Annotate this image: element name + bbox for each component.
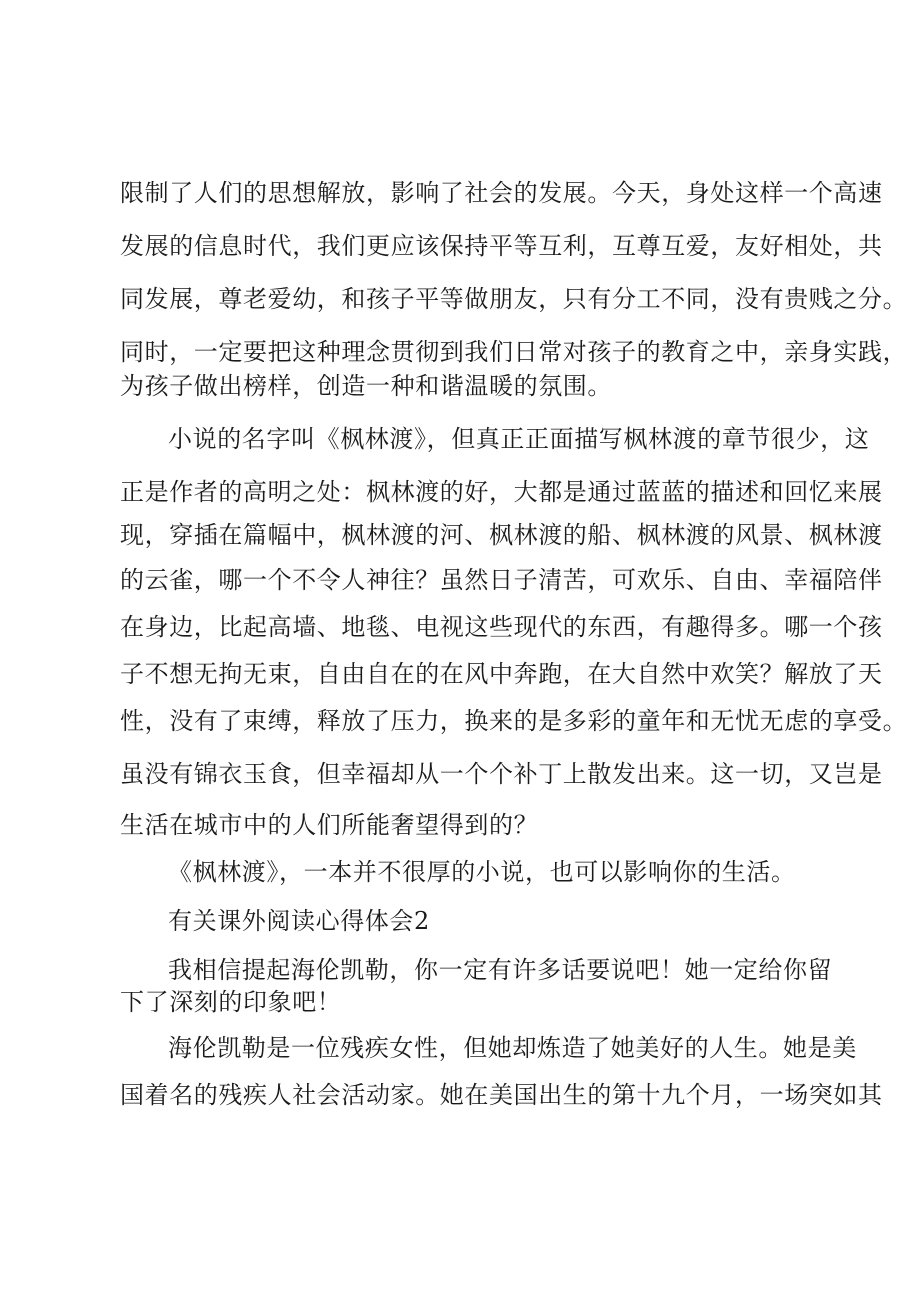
- paragraph-first-line: 小说的名字叫《枫林渡》，但真正正面描写枫林渡的章节很少，这: [168, 425, 870, 453]
- text-line: 下了深刻的印象吧！: [120, 988, 342, 1016]
- text-line: 同时，一定要把这种理念贯彻到我们日常对孩子的教育之中，亲身实践，: [120, 338, 908, 366]
- section-heading: 有关课外阅读心得体会2: [168, 907, 430, 935]
- text-line: 为孩子做出榜样，创造一种和谐温暖的氛围。: [120, 372, 612, 400]
- text-line: 子不想无拘无束，自由自在的在风中奔跑，在大自然中欢笑？解放了天: [120, 660, 883, 688]
- text-line: 限制了人们的思想解放，影响了社会的发展。今天，身处这样一个高速: [120, 179, 883, 207]
- text-line: 同发展，尊老爱幼，和孩子平等做朋友，只有分工不同，没有贵贱之分。: [120, 285, 908, 313]
- text-line: 发展的信息时代，我们更应该保持平等互利，互尊互爱，友好相处，共: [120, 232, 883, 260]
- text-line: 正是作者的高明之处：枫林渡的好，大都是通过蓝蓝的描述和回忆来展: [120, 478, 883, 506]
- text-line: 生活在城市中的人们所能奢望得到的？: [120, 811, 539, 839]
- paragraph-first-line: 我相信提起海伦凯勒，你一定有许多话要说吧！她一定给你留: [168, 956, 833, 984]
- paragraph-first-line: 海伦凯勒是一位残疾女性，但她却炼造了她美好的人生。她是美: [168, 1034, 857, 1062]
- text-line: 国着名的残疾人社会活动家。她在美国出生的第十九个月，一场突如其: [120, 1081, 883, 1109]
- text-line: 的云雀，哪一个不令人神往？虽然日子清苦，可欢乐、自由、幸福陪伴: [120, 566, 883, 594]
- paragraph-first-line: 《枫林渡》，一本并不很厚的小说，也可以影响你的生活。: [168, 858, 796, 886]
- text-line: 现，穿插在篇幅中，枫林渡的河、枫林渡的船、枫林渡的风景、枫林渡: [120, 521, 883, 549]
- text-line: 虽没有锦衣玉食，但幸福却从一个个补丁上散发出来。这一切，又岂是: [120, 760, 883, 788]
- text-line: 性，没有了束缚，释放了压力，换来的是多彩的童年和无忧无虑的享受。: [120, 707, 908, 735]
- text-line: 在身边，比起高墙、地毯、电视这些现代的东西，有趣得多。哪一个孩: [120, 613, 883, 641]
